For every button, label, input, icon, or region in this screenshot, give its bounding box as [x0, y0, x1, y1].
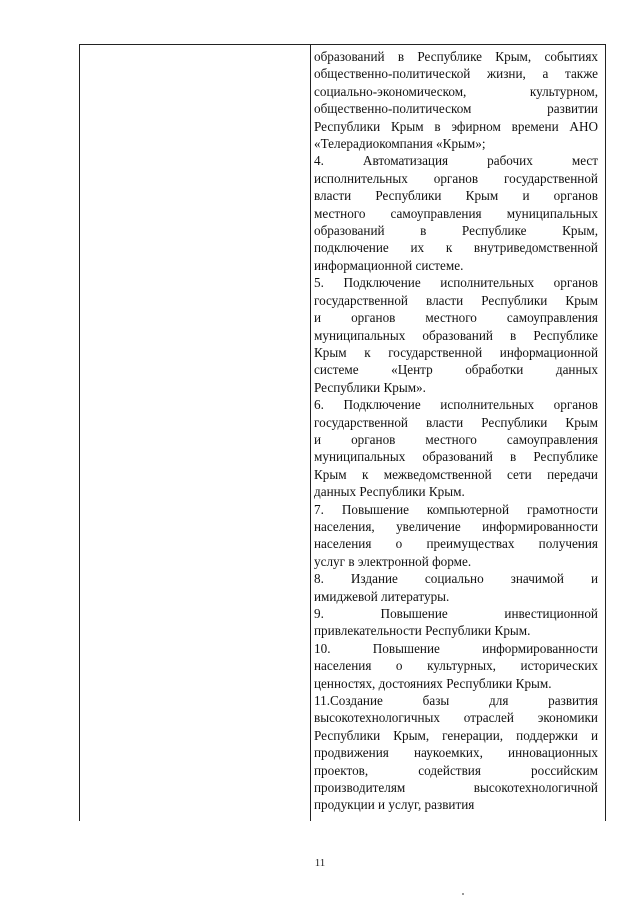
text-line: муниципальных образований в Республике [314, 327, 598, 343]
text-line: производителям высокотехнологичной [314, 780, 598, 796]
table-column-divider [310, 44, 311, 821]
text-line: Крым к государственной информационной [314, 344, 598, 360]
text-line: 11.Создание базы для развития [314, 693, 598, 709]
text-line: муниципальных образований в Республике [314, 449, 598, 465]
paragraph [314, 501, 598, 571]
paragraph [314, 570, 598, 605]
text-line: и органов местного самоуправления [314, 310, 598, 326]
text-line: 8. Издание социально значимой и [314, 571, 598, 587]
paragraph [314, 274, 598, 396]
text-line: данных Республики Крым. [314, 484, 465, 500]
table-left-cell-empty [80, 45, 309, 820]
text-line: информационной системе. [314, 257, 464, 273]
text-line: населения о преимуществах получения [314, 536, 598, 552]
scan-speck [462, 893, 464, 895]
text-line: продукции и услуг, развития [314, 797, 475, 813]
text-line: привлекательности Республики Крым. [314, 623, 531, 639]
table-right-cell [314, 48, 598, 820]
text-line: Республики Крым в эфирном времени АНО [314, 118, 598, 134]
text-line: ценностях, достояниях Республики Крым. [314, 675, 552, 691]
paragraph [314, 640, 598, 692]
text-line: образований в Республике Крым, [314, 223, 598, 239]
text-line: 10. Повышение информированности [314, 640, 598, 656]
text-line: исполнительных органов государственной [314, 170, 598, 186]
paragraph [314, 692, 598, 814]
text-line: проектов, содействия российским [314, 762, 598, 778]
paragraph [314, 396, 598, 500]
text-line: имиджевой литературы. [314, 588, 450, 604]
text-line: услуг в электронной форме. [314, 553, 472, 569]
text-line: населения, увеличение информированности [314, 518, 598, 534]
text-line: власти Республики Крым и органов [314, 188, 598, 204]
text-line: Республики Крым, генерации, поддержки и [314, 727, 598, 743]
text-line: и органов местного самоуправления [314, 431, 598, 447]
text-line: «Телерадиокомпания «Крым»; [314, 136, 486, 152]
page-number: 11 [314, 857, 326, 869]
text-line: подключение их к внутриведомственной [314, 240, 598, 256]
text-line: высокотехнологичных отраслей экономики [314, 710, 598, 726]
text-line: 5. Подключение исполнительных органов [314, 275, 598, 291]
text-line: 4. Автоматизация рабочих мест [314, 153, 598, 169]
text-line: общественно-политическом развитии [314, 101, 598, 117]
text-line: образований в Республике Крым, событиях [314, 49, 598, 64]
text-line: социально-экономическом, культурном, [314, 83, 598, 99]
text-line: 6. Подключение исполнительных органов [314, 397, 598, 413]
paragraph [314, 152, 598, 274]
text-line: продвижения наукоемких, инновационных [314, 745, 598, 761]
text-line: государственной власти Республики Крым [314, 414, 598, 430]
paragraph [314, 48, 598, 152]
text-line: Республики Крым». [314, 379, 426, 395]
text-line: Крым к межведомственной сети передачи [314, 466, 598, 482]
text-line: 7. Повышение компьютерной грамотности [314, 501, 598, 517]
text-line: населения о культурных, исторических [314, 658, 598, 674]
text-line: 9. Повышение инвестиционной [314, 606, 598, 621]
text-line: общественно-политической жизни, а также [314, 66, 598, 82]
text-line: системе «Центр обработки данных [314, 362, 598, 378]
paragraph [314, 605, 598, 640]
text-line: государственной власти Республики Крым [314, 292, 598, 308]
text-line: местного самоуправления муниципальных [314, 205, 598, 221]
